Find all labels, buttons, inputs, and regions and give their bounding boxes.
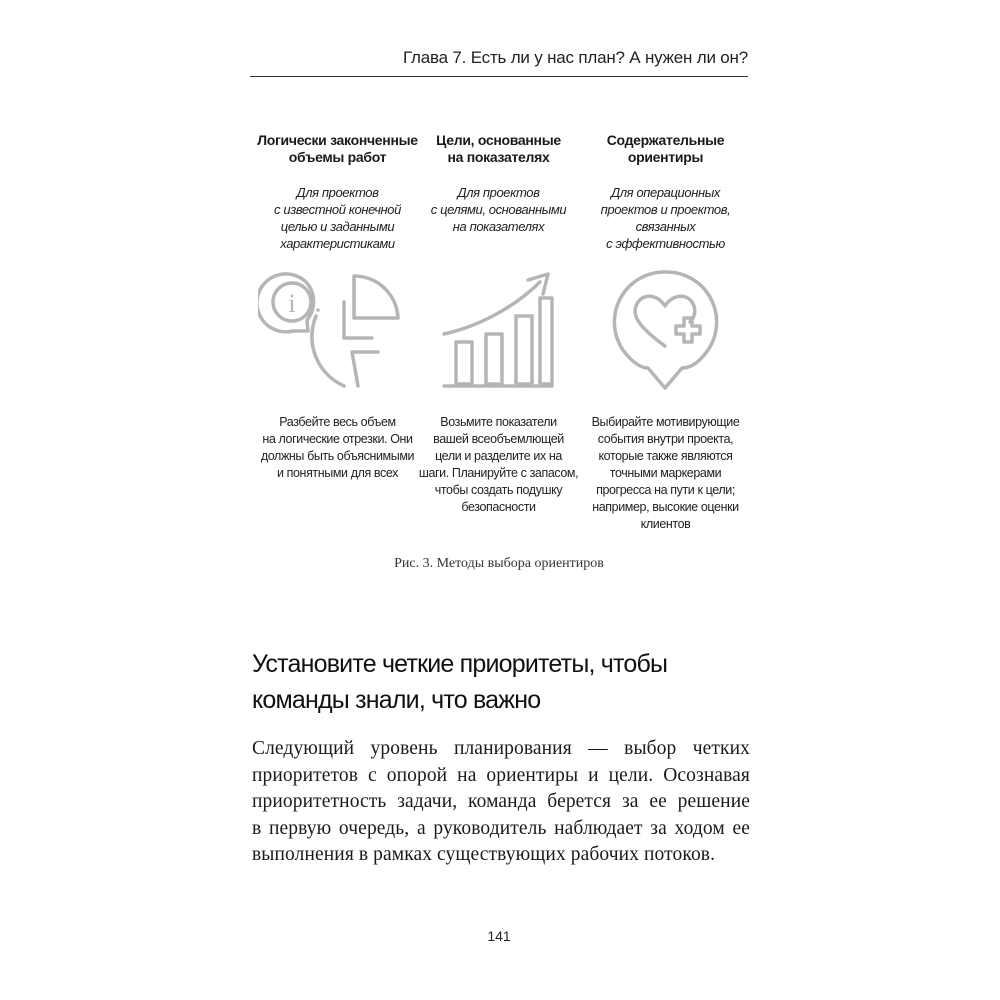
- column-2-subtitle-line: на показателях: [452, 219, 545, 234]
- column-3-description-line: точными маркерами: [609, 466, 722, 480]
- column-2-description-line: Возьмите показатели: [440, 415, 557, 429]
- column-1-description-line: должны быть объяснимыми: [260, 449, 415, 463]
- heart-plus-pin-icon: [610, 268, 720, 394]
- column-2-description-line: вашей всеобъемлющей: [433, 432, 564, 446]
- header-rule: [250, 76, 748, 77]
- column-2-title: [416, 132, 581, 166]
- column-1-title-line: Логически законченные: [257, 132, 418, 148]
- column-1-title-line: объемы работ: [288, 149, 387, 165]
- column-1-subtitle-line: с известной конечной: [274, 202, 401, 217]
- page-number: 141: [487, 928, 511, 944]
- column-3-title-line: ориентиры: [627, 149, 704, 165]
- body-line: приоритетность задачи, команда берется за ее решение: [252, 791, 750, 812]
- column-3-subtitle-line: проектов и проектов,: [600, 202, 731, 217]
- column-2-description-line: шаги. Планируйте с запасом,: [418, 466, 579, 480]
- column-2-subtitle-line: с целями, основанными: [430, 202, 567, 217]
- column-3-subtitle-line: с эффективностью: [606, 236, 725, 251]
- column-2-description-line: цели и разделите их на: [435, 449, 562, 463]
- body-line: в первую очередь, а руководитель наблюдает за ходом ее: [252, 817, 750, 839]
- body-line: Следующий уровень планирования — выбор четких: [252, 738, 750, 759]
- column-3-description-line: события внутри проекта,: [597, 432, 734, 446]
- column-1-subtitle-line: целью и заданными: [280, 219, 395, 234]
- column-1-description-line: и понятными для всех: [276, 466, 399, 480]
- column-2-title-line: на показателях: [447, 149, 550, 165]
- column-3-description-line: клиентов: [640, 517, 691, 531]
- column-3-description-line: Выбирайте мотивирующие: [591, 415, 740, 429]
- section-heading-line: Установите четкие приоритеты, чтобы: [252, 650, 668, 678]
- body-paragraph: [252, 736, 750, 869]
- body-line: выполнения в рамках существующих рабочих потоков.: [252, 844, 716, 865]
- running-head: Глава 7. Есть ли у нас план? А нужен ли он?: [402, 48, 748, 67]
- column-1-subtitle: [255, 184, 420, 252]
- column-1-title: [255, 132, 420, 166]
- column-3-title-line: Содержательные: [606, 132, 725, 148]
- column-2-title-line: Цели, основанные: [436, 132, 561, 148]
- column-2-description-line: безопасности: [461, 500, 536, 514]
- column-2-subtitle: [416, 184, 581, 235]
- column-3-description: [583, 414, 748, 533]
- column-3-subtitle: [583, 184, 748, 252]
- svg-text:i: i: [288, 289, 296, 318]
- column-3-description-line: которые также являются: [598, 449, 733, 463]
- column-3-subtitle-line: Для операционных: [611, 185, 720, 200]
- column-2-description: [416, 414, 581, 516]
- figure-caption: Рис. 3. Методы выбора ориентиров: [394, 556, 604, 571]
- column-3-subtitle-line: связанных: [635, 219, 696, 234]
- column-2-description-line: чтобы создать подушку: [434, 483, 563, 497]
- section-heading: [252, 646, 752, 718]
- column-1-description-line: на логические отрезки. Они: [262, 432, 413, 446]
- body-line: приоритетов с опорой на ориентиры и цели. Осознавая: [252, 764, 750, 786]
- column-1-description-line: Разбейте весь объем: [279, 415, 396, 429]
- column-3-description-line: прогресса на пути к цели;: [596, 483, 735, 497]
- section-heading-line: команды знали, что важно: [252, 686, 541, 714]
- column-1-subtitle-line: характеристиками: [280, 236, 395, 251]
- column-1-subtitle-line: Для проектов: [296, 185, 379, 200]
- column-3-title: [583, 132, 748, 166]
- column-1-description: [255, 414, 420, 482]
- column-3-description-line: например, высокие оценки: [592, 500, 739, 514]
- column-2-subtitle-line: Для проектов: [457, 185, 540, 200]
- growth-bar-chart-icon: [440, 268, 555, 390]
- info-pie-chart-icon: [258, 268, 418, 392]
